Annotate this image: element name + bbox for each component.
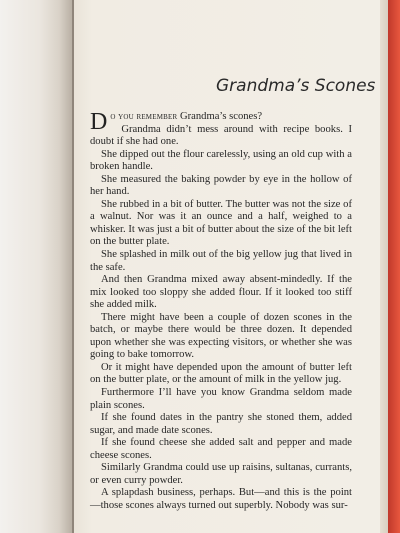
paragraph: Or it might have depended upon the amount of butter left on the butter plate, or the amount of milk in the yellow jug. <box>90 361 352 386</box>
opening-paragraph <box>90 109 352 135</box>
paragraph: She splashed in milk out of the big yellow jug that lived in the safe. <box>90 249 352 273</box>
paragraph: She rubbed in a bit of butter. The butter was not the size of a walnut. Nor was it an ounce and a half, weighed to a whisker. It was just a bit of butter about the size of the bit left on the butter plate. <box>90 198 352 248</box>
drop-cap: D <box>90 109 108 135</box>
paragraph: A splapdash business, perhaps. But—and this is the point—those scones always turned out superbly. Nobody was sur- <box>90 487 352 511</box>
left-page-gutter <box>0 0 72 533</box>
paragraph: There might have been a couple of dozen scones in the batch, or maybe there would be three dozen. It depended upon whether she was expecting visitors, or whether she was going to bake tomorrow. <box>90 311 352 361</box>
paragraph: And then Grandma mixed away absent-mindedly. If the mix looked too sloppy she added flour. If it looked too stiff she added milk. <box>90 274 352 311</box>
paragraph: Similarly Grandma could use up raisins, sultanas, currants, or even curry powder. <box>90 462 352 486</box>
paragraph: She dipped out the flour carelessly, using an old cup with a broken handle. <box>90 148 352 173</box>
paragraph: If she found cheese she added salt and pepper and made cheese scones. <box>90 437 352 461</box>
paragraph: She measured the baking powder by eye in the hollow of her hand. <box>90 173 352 198</box>
opening-small-caps: o you remember <box>110 112 178 122</box>
red-book-cover <box>388 0 400 533</box>
opening-rest: Grandma’s scones? <box>177 111 263 122</box>
chapter-body <box>90 111 352 513</box>
paragraph: Furthermore I’ll have you know Grandma seldom made plain scones. <box>90 387 352 411</box>
page-edges <box>380 0 388 533</box>
paragraph: Grandma didn’t mess around with recipe books. I doubt if she had one. <box>90 123 352 148</box>
paragraph: If she found dates in the pantry she stoned them, added sugar, and made date scones. <box>90 412 352 436</box>
chapter-title: Grandma’s Scones <box>216 76 376 96</box>
